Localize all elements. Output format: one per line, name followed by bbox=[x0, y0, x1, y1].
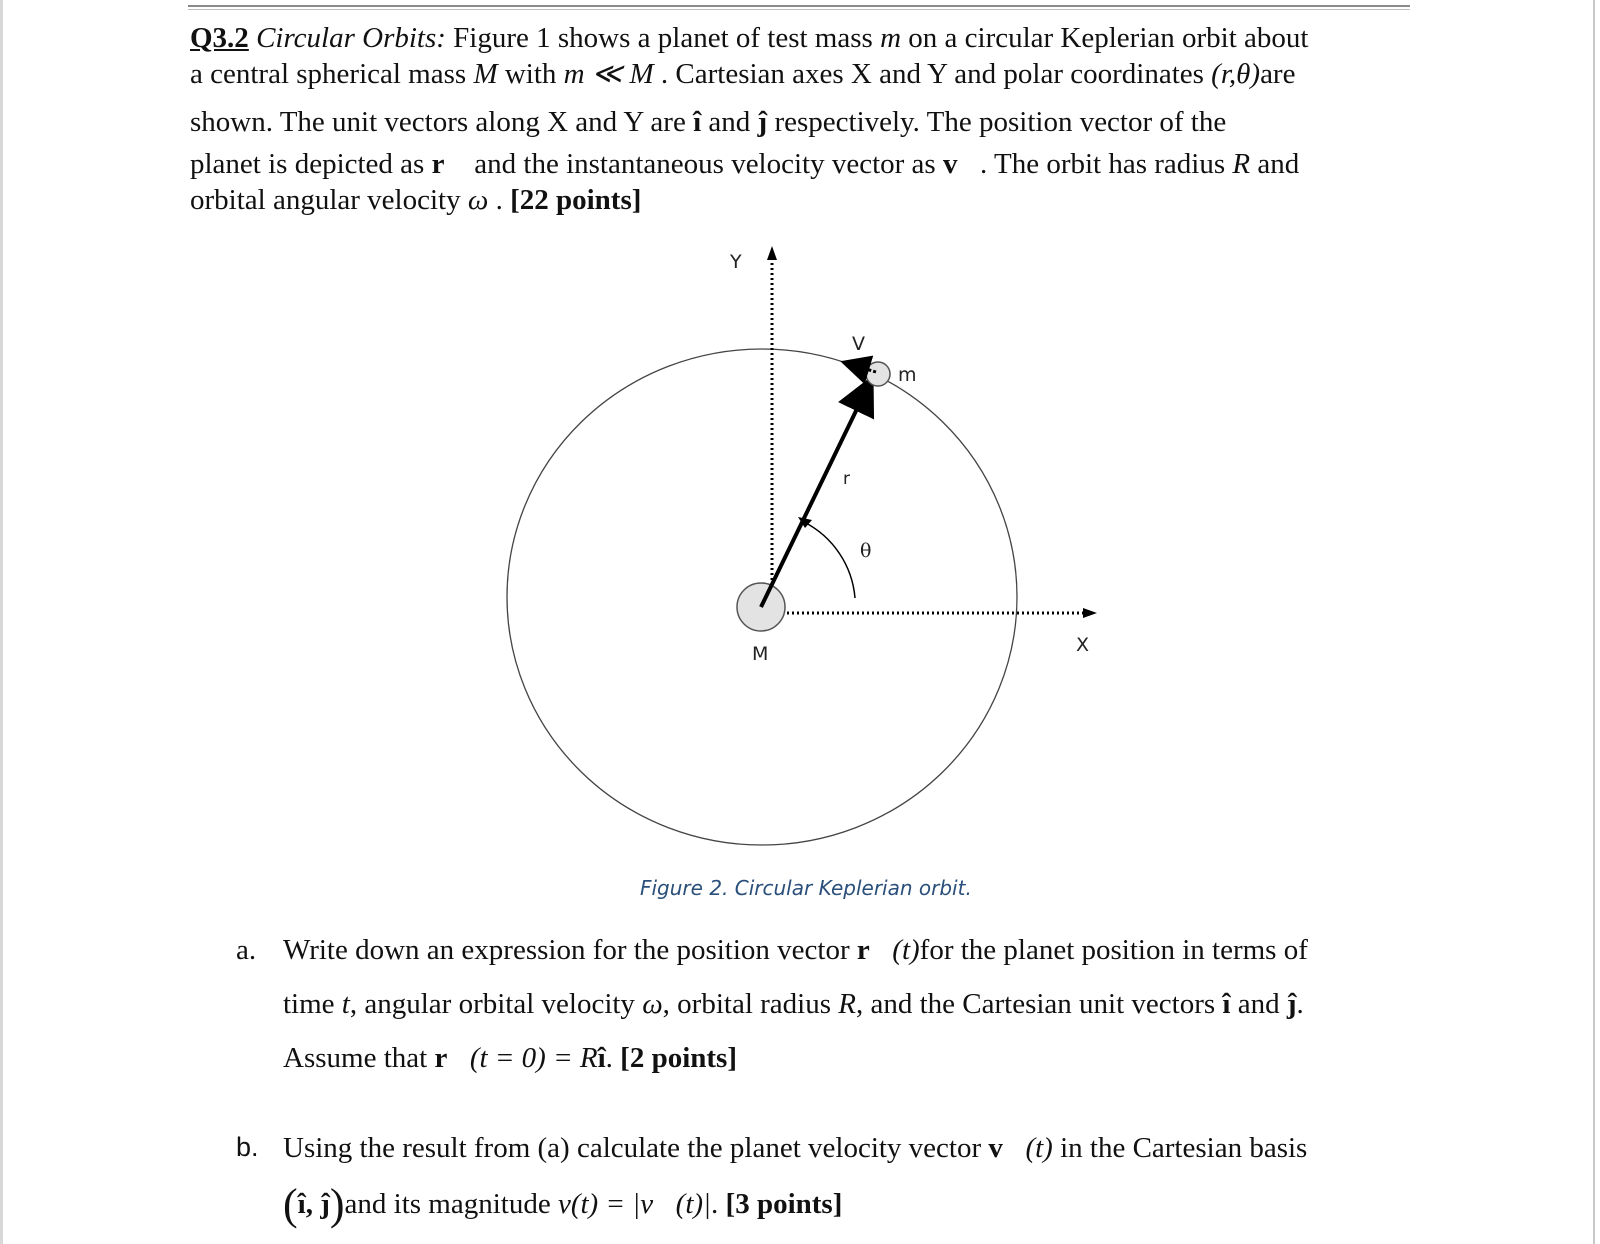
figure-caption: Figure 2. Circular Keplerian orbit. bbox=[640, 876, 972, 900]
angle-label: θ bbox=[860, 540, 872, 562]
central-mass-label: M bbox=[752, 643, 769, 665]
y-axis-label: Y bbox=[730, 251, 742, 273]
part-a-line-3: Assume that r⃗(t = 0) = Rî. [2 points] bbox=[283, 1042, 737, 1074]
question-line-2: a central spherical mass M with m ≪ M . Cartesian axes X and Y and polar coordinates (r,θ)are bbox=[190, 58, 1296, 90]
x-axis-label: X bbox=[1076, 634, 1090, 656]
question-line-5: orbital angular velocity ω . [22 points] bbox=[190, 184, 642, 216]
planet-label: m bbox=[898, 364, 917, 386]
part-b-line-2: (î, ĵ)and its magnitude v(t) = |v⃗(t)|. [3 points] bbox=[283, 1180, 843, 1229]
part-a-label: a. bbox=[236, 934, 257, 966]
part-b-line-1: Using the result from (a) calculate the planet velocity vector v⃗(t) in the Cartesian basis bbox=[283, 1132, 1308, 1164]
question-line-4: planet is depicted as r⃗ and the instantaneous velocity vector as v⃗. The orbit has radius R and bbox=[190, 148, 1300, 180]
part-a-line-2: time t, angular orbital velocity ω, orbital radius R, and the Cartesian unit vectors î and ĵ. bbox=[283, 988, 1304, 1020]
question-topic: Circular Orbits: bbox=[256, 22, 446, 54]
radius-vector bbox=[761, 382, 870, 607]
planet-mass bbox=[866, 362, 890, 386]
question-number: Q3.2 bbox=[190, 22, 249, 54]
angle-arc bbox=[804, 522, 855, 598]
y-axis-arrowhead bbox=[767, 246, 777, 260]
part-b-label: b. bbox=[236, 1132, 259, 1162]
question-line-1: Q3.2 Circular Orbits: Figure 1 shows a planet of test mass m on a circular Keplerian orbit about bbox=[190, 22, 1309, 54]
part-a-line-1: Write down an expression for the position vector r⃗(t)for the planet position in terms of bbox=[283, 934, 1308, 966]
velocity-label: V bbox=[852, 333, 865, 355]
x-axis-arrowhead bbox=[1083, 608, 1097, 618]
question-line-3: shown. The unit vectors along X and Y are î and ĵ respectively. The position vector of the bbox=[190, 106, 1227, 138]
radius-label: r bbox=[843, 469, 850, 489]
